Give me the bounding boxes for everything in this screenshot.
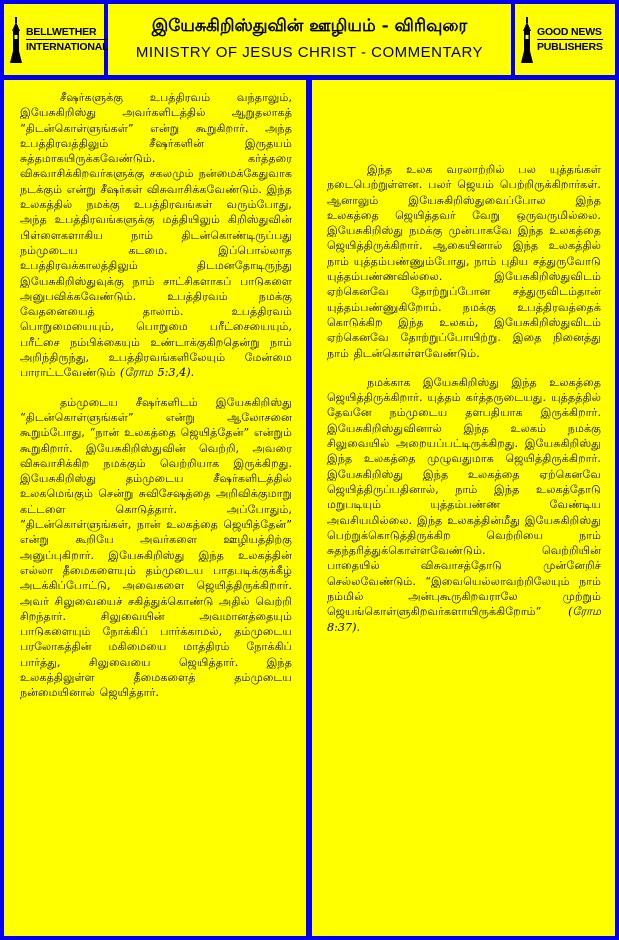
right-paragraph-2-reference: (ரோம 8:37). bbox=[327, 605, 601, 634]
right-column bbox=[312, 80, 615, 936]
left-paragraph-1-reference: (ரோம 5:3,4). bbox=[120, 366, 195, 380]
right-paragraph-1 bbox=[312, 162, 615, 361]
bellwether-tower-icon bbox=[8, 17, 24, 63]
left-column bbox=[4, 80, 306, 936]
right-paragraph-1-text: இந்த உலக வரலாற்றில் பல யுத்தங்கள் நடைபெற்றுள்ளன. பலர் ஜெயம் பெற்றிருக்கிறார்கள். ஆனாலும் இயேசுகிறிஸ்துவைப்போல இந்த உலகத்தை ஜெயித்தவர் வேறு ஒருவருமில்லை. இயேசுகிறிஸ்து நமக்கு முன்பாகவே இந்த உலகத்தை ஜெயித்திருக்கிறார். ஆகையினால் இந்த உலகத்தில் நாம் யுத்தம்பண்ணும்போது, நாம் புதிய சத்துருவோடு யுத்தம்பண்ணவில்லை. இயேசுகிறிஸ்துவிடம் ஏற்கெனவே தோற்றுப்போன சத்துருவிடம்தான் யுத்தம்பண்ணுகிறோம். நமக்கு உபத்திரவத்தைக் கொடுக்கிற இந்த உலகம், இயேசுகிறிஸ்துவிடம் ஏற்கெனவே தோற்றுப்போயிற்று. இதை நினைத்து நாம் திடன்கொள்ளவேண்டும். bbox=[327, 163, 601, 360]
good-news-logo bbox=[515, 4, 615, 75]
page-title-english: MINISTRY OF JESUS CHRIST - COMMENTARY bbox=[135, 44, 484, 61]
good-news-line1: GOOD NEWS bbox=[537, 26, 602, 38]
page-header bbox=[108, 4, 511, 75]
right-paragraph-2-text: நமக்காக இயேசுகிறிஸ்து இந்த உலகத்தை ஜெயித்திருக்கிறார். யுத்தம் கர்த்தருடையது. யுத்தத்தில் தேவனே நம்முடைய தளபதியாக இருக்கிறார். இயேசுகிறிஸ்துவினால் இந்த உலகம் நமக்கு சிலுவையில் அறையப்பட்டிருக்கிறது. இயேசுகிறிஸ்து இந்த உலகத்தை முழுவதுமாக ஜெயித்திருக்கிறார். இயேசுகிறிஸ்து இந்த உலகத்தை ஏற்கெனவே ஜெயித்திருப்பதினால், நாம் இந்த உலகத்தோடு மறுபடியும் யுத்தம்பண்ண வேண்டிய அவசியமில்லை. இந்த உலகத்தின்மீது இயேசுகிறிஸ்து பெற்றுக்கொடுத்திருக்கிற வெற்றியை நாம் சுதந்தரித்துக்கொள்ளவேண்டும். வெற்றியின் பாதையில் விசுவாசத்தோடு முன்னேறிச் செல்லவேண்டும். “இவையெல்லாவற்றிலேயும் நாம் நம்மில் அன்புகூருகிறவராலே முற்றும் ஜெயங்கொள்ளுகிறவர்களாயிருக்கிறோம்” bbox=[327, 375, 601, 619]
bellwether-logo bbox=[4, 4, 109, 75]
good-news-wordmark bbox=[537, 25, 603, 54]
left-paragraph-2 bbox=[4, 395, 306, 701]
bellwether-line2: INTERNATIONAL bbox=[26, 41, 109, 53]
left-paragraph-1-text: சீஷர்களுக்கு உபத்திரவம் வந்தாலும், இயேசுகிறிஸ்து அவர்களிடத்தில் ஆறுதலாகத் “திடன்கொள்ளுங்கள்” என்று கூறுகிறார். அந்த உபத்திரவத்திலும் சீஷர்களின் இருதயம் சுத்தமாகயிருக்கவேண்டும். கர்த்தரை விசுவாசிக்கிறவர்களுக்கு சகலமும் நன்மைக்கேதுவாக நடக்கும் என்று சீஷர்கள் விசுவாசிக்கவேண்டும். இந்த உலகத்தில் நமக்கு உபத்திரவங்கள் வரும்போது, அந்த உபத்திரவங்களுக்கு மத்தியிலும் கிறிஸ்துவின் பிள்ளைகளாகிய நாம் திடன்கொண்டிருப்பது நம்முடைய கடமை. இப்பொல்லாத உபத்திரவக்காலத்திலும் திடமனதோடிருந்து இயேசுகிறிஸ்துவுக்கு நாம் சாட்சிகளாகப் பாடுகளை அனுபவிக்கவேண்டும். உபத்திரவம் நமக்கு வேதனையைத் தாலாம். உபத்திரவம் பொறுமையையும், பொறுமை பரீட்சையையும், பரீட்சை நம்பிக்கையும் உண்டாக்குகிறதென்று நாம் அறிந்திருந்து, உபத்திரவங்களிலேயும் மேன்மை பாராட்டவேண்டும் bbox=[20, 91, 292, 380]
right-paragraph-2 bbox=[312, 375, 615, 635]
bellwether-wordmark bbox=[26, 25, 108, 54]
good-news-line2: PUBLISHERS bbox=[537, 41, 603, 53]
left-paragraph-2-text: தம்முடைய சீஷர்களிடம் இயேசுகிறிஸ்து “திடன்கொள்ளுங்கள்” என்று ஆலோசனை கூறும்போது, “நான் உலகத்தை ஜெயித்தேன்” என்றும் கூறுகிறார். இயேசுகிறிஸ்துவின் வெற்றி, அவரை விசுவாசிக்கிற நமக்கும் வெற்றியாக இருக்கிறது. இயேசுகிறிஸ்து தம்முடைய சீஷர்களிடத்தில் உலகமெங்கும் சென்று சுவிசேஷத்தை அறிவிக்குமாறு கட்டளை கொடுத்தார். அப்போதும், “திடன்கொள்ளுங்கள், நான் உலகத்தை ஜெயித்தேன்” என்று கூறியே அவர்களை ஊழியத்திற்கு அனுப்புகிறார். இயேசுகிறிஸ்து இந்த உலகத்தின் எல்லா தீமைகளையும் தம்முடைய பாதபடிக்குக்கீழ் அடக்கிப்போட்டு, அவைகளை ஜெயித்திருக்கிறார். அவர் சிலுவையைச் சகித்துக்கொண்டு அதில் வெற்றி சிறந்தார். சிலுவையின் அவமானத்தையும் பாடுகளையும் நோக்கிப் பார்க்காமல், தம்முடைய பரலோகத்தின் மகிமையை மாத்திரம் நோக்கிப் பார்த்து, சிலுவையை ஜெயித்தார். இந்த உலகத்திலுள்ள தீமைகளைத் தம்முடைய நன்மையினால் ஜெயித்தார். bbox=[20, 395, 292, 700]
left-paragraph-1 bbox=[4, 90, 306, 381]
page-title-tamil: இயேசுகிறிஸ்துவின் ஊழியம் - விரிவுரை bbox=[151, 16, 468, 36]
good-news-tower-icon bbox=[519, 17, 535, 63]
bellwether-line1: BELLWETHER bbox=[26, 25, 108, 40]
